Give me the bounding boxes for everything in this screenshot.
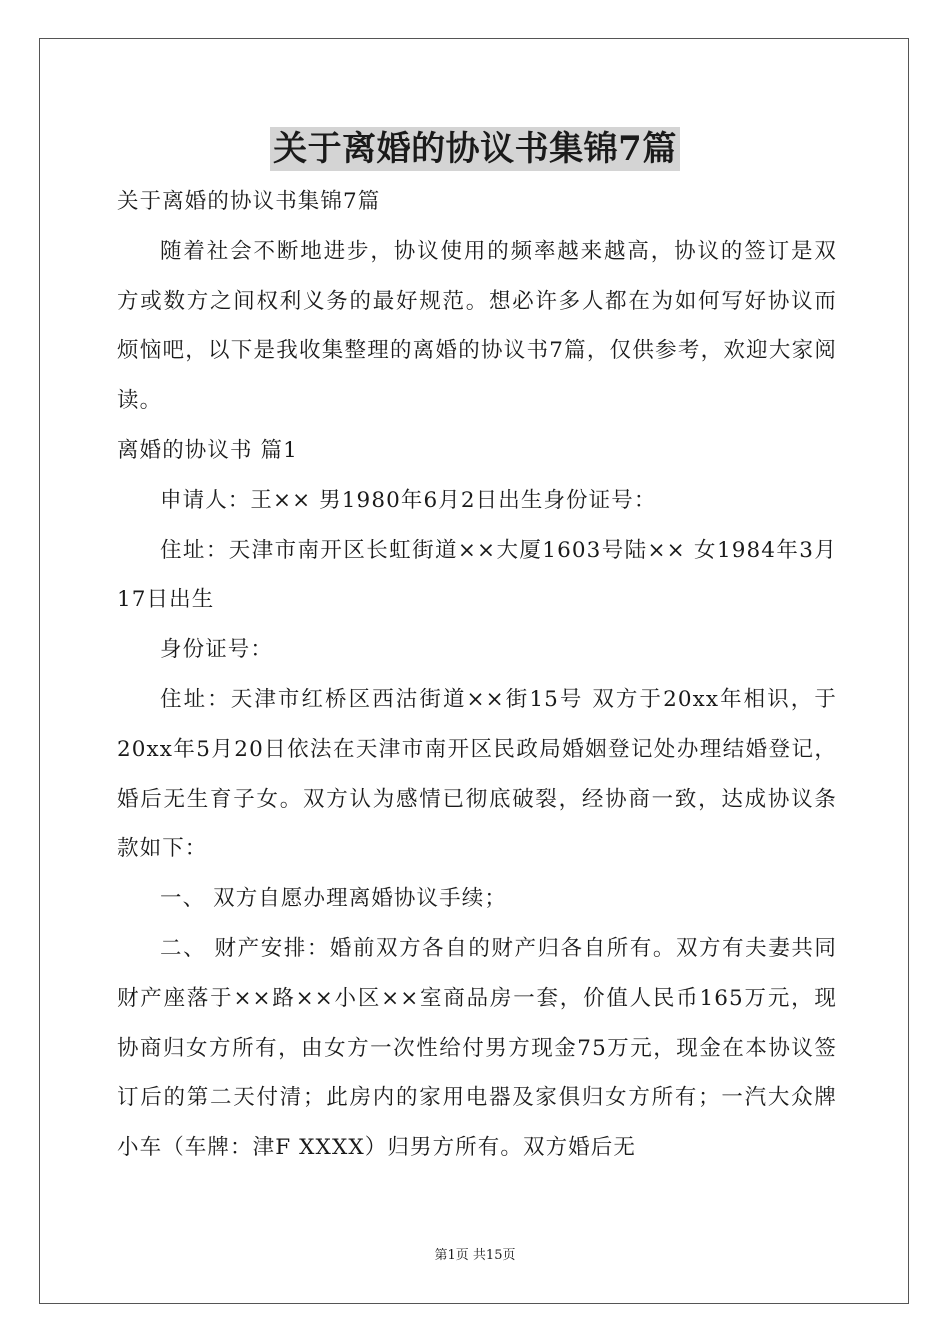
section-heading: 离婚的协议书 篇1 xyxy=(117,437,298,463)
paragraph-address-2: 住址：天津市红桥区西沽街道××街15号 双方于20xx年相识，于20xx年5月20日依法在天津市南开区民政局婚姻登记处办理结婚登记，婚后无生育子女。双方认为感情已彻底破裂，经协商一致，达成协议条款如下： xyxy=(117,686,837,862)
paragraph-id-number: 身份证号： xyxy=(160,637,274,663)
paragraph-address-1: 住址：天津市南开区长虹街道××大厦1603号陆×× 女1984年3月17日出生 xyxy=(117,537,837,613)
document-body xyxy=(117,177,837,1173)
paragraph-intro: 随着社会不断地进步，协议使用的频率越来越高，协议的签订是双方或数方之间权利义务的最好规范。想必许多人都在为如何写好协议而烦恼吧，以下是我收集整理的离婚的协议书7篇，仅供参考，欢迎大家阅读。 xyxy=(117,238,837,414)
document-title: 关于离婚的协议书集锦7篇 xyxy=(270,127,680,171)
clause-2: 二、 财产安排：婚前双方各自的财产归各自所有。双方有夫妻共同财产座落于××路××小区××室商品房一套，价值人民币165万元，现协商归女方所有，由女方一次性给付男方现金75万元，现金在本协议签订后的第二天付清；此房内的家用电器及家俱归女方所有；一汽大众牌小车（车牌：津F XXXX）归男方所有。双方婚后无 xyxy=(117,935,837,1161)
paragraph-subtitle: 关于离婚的协议书集锦7篇 xyxy=(117,189,381,214)
page-footer: 第1页 共15页 xyxy=(434,1248,516,1263)
paragraph-applicant: 申请人：王×× 男1980年6月2日出生身份证号： xyxy=(160,487,657,513)
title-wrap xyxy=(0,127,950,171)
clause-1: 一、 双方自愿办理离婚协议手续； xyxy=(160,886,507,912)
